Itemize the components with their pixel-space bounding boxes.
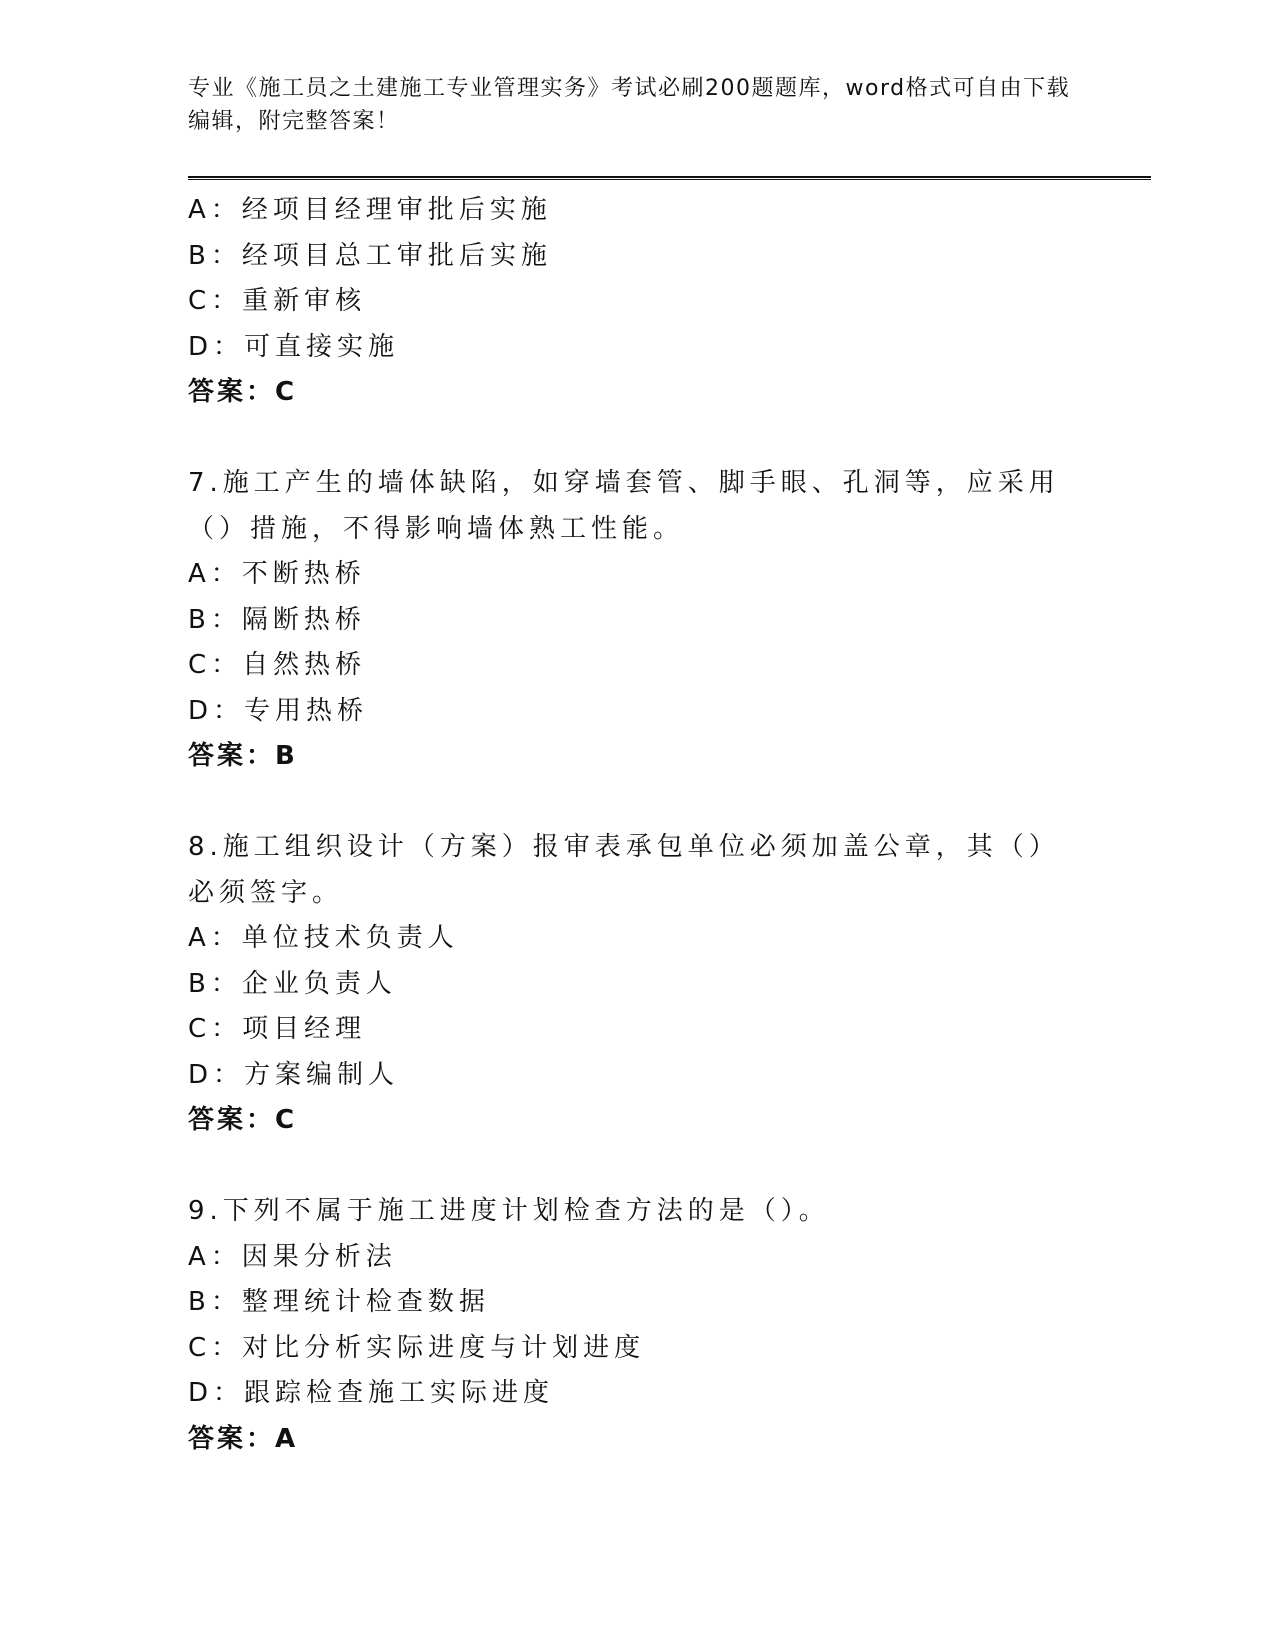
answer-line: 答案：B	[188, 741, 298, 771]
answer-line: 答案：C	[188, 377, 298, 407]
option-a: A：因果分析法	[188, 1241, 397, 1272]
option-c: C：对比分析实际进度与计划进度	[188, 1332, 646, 1363]
option-a: A：不断热桥	[188, 559, 366, 589]
question-block-7	[188, 461, 1088, 780]
spacer	[188, 1144, 1088, 1190]
header-divider	[188, 176, 1151, 180]
option-c: C：重新审核	[188, 286, 367, 316]
document-header: 专业《施工员之土建施工专业管理实务》考试必刷200题题库，word格式可自由下载编辑，附完整答案！	[188, 76, 1071, 134]
option-d: D：专用热桥	[188, 695, 369, 726]
option-c: C：项目经理	[188, 1014, 367, 1044]
question-stem: 9.下列不属于施工进度计划检查方法的是（）。	[188, 1196, 830, 1226]
option-c: C：自然热桥	[188, 650, 367, 680]
option-b: B：整理统计检查数据	[188, 1287, 490, 1317]
option-b: B：经项目总工审批后实施	[188, 240, 552, 271]
option-d: D：方案编制人	[188, 1059, 400, 1090]
option-a: A：单位技术负责人	[188, 923, 459, 953]
spacer	[188, 416, 1088, 462]
answer-line: 答案：C	[188, 1105, 298, 1135]
option-d: D：跟踪检查施工实际进度	[188, 1378, 555, 1408]
question-block-6	[188, 188, 1088, 416]
question-stem: 8.施工组织设计（方案）报审表承包单位必须加盖公章，其（）必须签字。	[188, 832, 1060, 908]
question-stem: 7.施工产生的墙体缺陷，如穿墙套管、脚手眼、孔洞等，应采用（）措施，不得影响墙体熟工性能。	[188, 468, 1060, 544]
spacer	[188, 780, 1088, 826]
option-b: B：企业负责人	[188, 968, 397, 999]
question-list	[188, 188, 1088, 1462]
question-block-9	[188, 1189, 1088, 1462]
option-b: B：隔断热桥	[188, 604, 366, 635]
answer-line: 答案：A	[188, 1423, 299, 1454]
option-a: A：经项目经理审批后实施	[188, 195, 552, 225]
question-block-8	[188, 825, 1088, 1144]
option-d: D：可直接实施	[188, 331, 400, 362]
